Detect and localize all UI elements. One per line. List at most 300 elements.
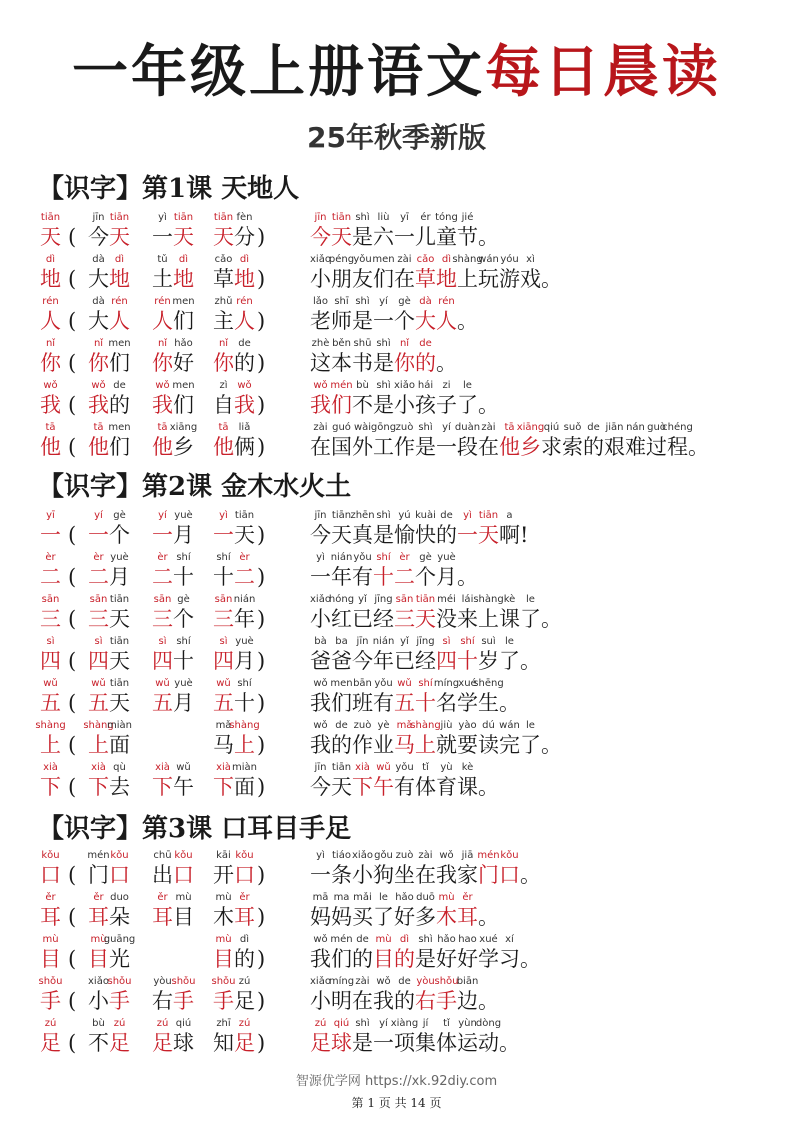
hanzi: 。	[520, 947, 541, 971]
pinyin: chū	[153, 850, 172, 861]
pinyin: tiān	[173, 212, 194, 223]
pinyin: tǐ	[443, 1018, 450, 1029]
pinyin: mǎ	[396, 720, 413, 731]
hanzi: 足	[152, 1031, 173, 1055]
pinyin: wǒ	[376, 976, 391, 987]
hanzi: 课	[499, 607, 520, 631]
hanzi: 的	[234, 947, 255, 971]
hanzi: 了	[520, 733, 541, 757]
pinyin: mù	[175, 892, 192, 903]
hanzi: 体	[415, 775, 436, 799]
hanzi: 是	[373, 393, 394, 417]
pinyin: zú	[314, 1018, 327, 1029]
pinyin: kuài	[415, 510, 436, 521]
vocab-row	[0, 422, 793, 464]
hanzi: 下	[213, 775, 234, 799]
pinyin: jīn	[314, 762, 327, 773]
hanzi: 俩	[234, 435, 255, 459]
hanzi: 我	[310, 947, 331, 971]
hanzi: 月	[234, 649, 255, 673]
hanzi: 买	[352, 905, 373, 929]
close-paren: )	[257, 1031, 266, 1055]
pinyin: dú	[482, 720, 495, 731]
hanzi: 门	[478, 863, 499, 887]
hanzi: 足	[234, 1031, 255, 1055]
hanzi: 外	[352, 435, 373, 459]
hanzi: 的	[436, 523, 457, 547]
hanzi: 二	[234, 565, 255, 589]
pinyin: shàng	[83, 720, 114, 731]
pinyin: sān	[89, 594, 108, 605]
open-paren: (	[68, 1031, 77, 1055]
hanzi: 。	[520, 649, 541, 673]
pinyin: shǒu	[434, 976, 459, 987]
pinyin: shí	[376, 552, 391, 563]
vocab-row	[0, 892, 793, 934]
footer-site: 智源优学网 https://xk.92diy.com	[295, 1074, 498, 1089]
hanzi: 门	[88, 863, 109, 887]
hanzi: 大	[88, 309, 109, 333]
hanzi: 耳	[88, 905, 109, 929]
hanzi: 个	[415, 565, 436, 589]
pinyin: tā	[504, 422, 515, 433]
hanzi: 天	[109, 691, 130, 715]
pinyin: nǐ	[157, 338, 168, 349]
hanzi: 。	[436, 351, 457, 375]
hanzi: 二	[152, 565, 173, 589]
pinyin: de	[335, 720, 348, 731]
hanzi: 我	[152, 393, 173, 417]
hanzi: 们	[331, 691, 352, 715]
hanzi: 名	[436, 691, 457, 715]
pinyin: nán	[626, 422, 645, 433]
hanzi: 是	[352, 225, 373, 249]
pinyin: shí	[237, 678, 252, 689]
hanzi: 五	[213, 691, 234, 715]
hanzi: 主	[213, 309, 234, 333]
pinyin: hao	[458, 934, 477, 945]
hanzi: 们	[173, 393, 194, 417]
open-paren: (	[68, 607, 77, 631]
main-character: 耳	[40, 905, 61, 929]
hanzi: 啊	[499, 523, 520, 547]
pinyin: de	[440, 510, 453, 521]
hanzi: 了	[373, 905, 394, 929]
pinyin: zú	[113, 1018, 126, 1029]
pinyin: tiān	[109, 594, 130, 605]
hanzi: 十	[415, 691, 436, 715]
pinyin: tā	[93, 422, 104, 433]
hanzi: 这	[310, 351, 331, 375]
hanzi: 目	[88, 947, 109, 971]
pinyin: jié	[461, 212, 474, 223]
open-paren: (	[68, 989, 77, 1013]
pinyin: de	[113, 380, 126, 391]
hanzi: 游	[499, 267, 520, 291]
hanzi: 四	[436, 649, 457, 673]
hanzi: 二	[394, 565, 415, 589]
hanzi: 草	[213, 267, 234, 291]
vocab-row	[0, 254, 793, 296]
pinyin: rén	[236, 296, 253, 307]
hanzi: 的	[234, 351, 255, 375]
pinyin: èr	[239, 552, 250, 563]
hanzi: 年	[234, 607, 255, 631]
hanzi: 午	[373, 775, 394, 799]
pinyin: ér	[420, 212, 431, 223]
hanzi: 下	[352, 775, 373, 799]
hanzi: 我	[310, 691, 331, 715]
open-paren: (	[68, 565, 77, 589]
pinyin: wǒ	[313, 720, 328, 731]
hanzi: 目	[373, 947, 394, 971]
hanzi: 育	[436, 775, 457, 799]
hanzi: 程	[667, 435, 688, 459]
hanzi: 天	[331, 775, 352, 799]
pinyin: rén	[111, 296, 128, 307]
hanzi: 一	[152, 523, 173, 547]
hanzi: 孩	[415, 393, 436, 417]
pinyin: suǒ	[563, 422, 582, 433]
hanzi: 是	[415, 947, 436, 971]
open-paren: (	[68, 225, 77, 249]
hanzi: 们	[373, 267, 394, 291]
pinyin: wǔ	[176, 762, 191, 773]
hanzi: 好	[394, 905, 415, 929]
pinyin: yǐ	[358, 594, 367, 605]
hanzi: 工	[373, 435, 394, 459]
pinyin: sān	[214, 594, 233, 605]
pinyin: èr	[157, 552, 168, 563]
pinyin: shī	[334, 296, 349, 307]
hanzi: 你	[152, 351, 173, 375]
main-character: 三	[40, 607, 61, 631]
open-paren: (	[68, 351, 77, 375]
main-character-pinyin: shǒu	[38, 976, 63, 987]
hanzi: 我	[373, 989, 394, 1013]
hanzi: 大	[88, 267, 109, 291]
open-paren: (	[68, 649, 77, 673]
hanzi: 。	[499, 691, 520, 715]
hanzi: 不	[88, 1031, 109, 1055]
hanzi: 个	[109, 523, 130, 547]
pinyin: men	[372, 254, 395, 265]
pinyin: tóng	[435, 212, 458, 223]
pinyin: kāi	[216, 850, 231, 861]
open-paren: (	[68, 435, 77, 459]
hanzi: 了	[520, 607, 541, 631]
pinyin: men	[108, 338, 131, 349]
pinyin: wǒ	[313, 934, 328, 945]
hanzi: 五	[88, 691, 109, 715]
pinyin: nián	[233, 594, 256, 605]
hanzi: 五	[152, 691, 173, 715]
pinyin: gè	[113, 510, 126, 521]
close-paren: )	[257, 649, 266, 673]
pinyin: guāng	[103, 934, 136, 945]
close-paren: )	[257, 947, 266, 971]
pinyin: yì	[463, 510, 472, 521]
hanzi: 们	[109, 435, 130, 459]
hanzi: 了	[457, 393, 478, 417]
pinyin: xiàng	[390, 1018, 419, 1029]
pinyin: suì	[481, 636, 496, 647]
main-character: 他	[40, 435, 61, 459]
pinyin: shí	[176, 636, 191, 647]
hanzi: 六	[373, 225, 394, 249]
pinyin: shēng	[473, 678, 504, 689]
hanzi: 口	[109, 863, 130, 887]
hanzi: 四	[213, 649, 234, 673]
hanzi: 地	[234, 267, 255, 291]
main-character-pinyin: zú	[44, 1018, 57, 1029]
vocab-row	[0, 1018, 793, 1060]
hanzi: 三	[88, 607, 109, 631]
pinyin: shǒu	[171, 976, 196, 987]
main-character-pinyin: sì	[46, 636, 55, 647]
pinyin: yóu	[500, 254, 519, 265]
pinyin: wǔ	[91, 678, 106, 689]
pinyin: zài	[418, 850, 433, 861]
hanzi: 学	[457, 691, 478, 715]
pinyin: sì	[219, 636, 228, 647]
hanzi: 天	[109, 225, 130, 249]
main-character: 天	[40, 225, 61, 249]
pinyin: ěr	[93, 892, 104, 903]
pinyin: wǒ	[313, 380, 328, 391]
pinyin: xiāng	[169, 422, 198, 433]
pinyin: yè	[377, 720, 390, 731]
pinyin: dòng	[475, 1018, 502, 1029]
vocab-row	[0, 934, 793, 976]
pinyin: qiú	[175, 1018, 192, 1029]
pinyin: yuè	[235, 636, 254, 647]
hanzi: 上	[234, 733, 255, 757]
hanzi: 你	[394, 351, 415, 375]
pinyin: shì	[418, 934, 433, 945]
pinyin: péng	[328, 254, 355, 265]
main-character: 上	[40, 733, 61, 757]
pinyin: men	[108, 422, 131, 433]
pinyin: mén	[477, 850, 500, 861]
pinyin: wài	[353, 422, 372, 433]
pinyin: míng	[433, 678, 460, 689]
open-paren: (	[68, 267, 77, 291]
hanzi: 是	[373, 351, 394, 375]
hanzi: 足	[109, 1031, 130, 1055]
hanzi: 。	[541, 267, 562, 291]
pinyin: rén	[438, 296, 455, 307]
hanzi: 上	[478, 607, 499, 631]
hanzi: 十	[373, 565, 394, 589]
hanzi: 完	[499, 733, 520, 757]
open-paren: (	[68, 691, 77, 715]
main-character: 手	[40, 989, 61, 1013]
close-paren: )	[257, 733, 266, 757]
pinyin: sì	[94, 636, 103, 647]
hanzi: 岁	[478, 649, 499, 673]
pinyin: mā	[312, 892, 329, 903]
hanzi: 的	[583, 435, 604, 459]
pinyin: le	[526, 720, 535, 731]
pinyin: shǒu	[211, 976, 236, 987]
pinyin: xí	[505, 934, 514, 945]
close-paren: )	[257, 565, 266, 589]
pinyin: yǐ	[400, 636, 409, 647]
hanzi: 下	[88, 775, 109, 799]
hanzi: 他	[499, 435, 520, 459]
hanzi: 我	[88, 393, 109, 417]
main-character-pinyin: tiān	[40, 212, 61, 223]
hanzi: 集	[415, 1031, 436, 1055]
pinyin: xì	[526, 254, 535, 265]
pinyin: cǎo	[214, 254, 233, 265]
close-paren: )	[257, 351, 266, 375]
pinyin: jīng	[374, 594, 393, 605]
hanzi: 爸	[310, 649, 331, 673]
hanzi: 个	[173, 607, 194, 631]
pinyin: tiān	[109, 636, 130, 647]
vocab-row	[0, 762, 793, 804]
vocab-row	[0, 338, 793, 380]
hanzi: 好	[436, 947, 457, 971]
close-paren: )	[257, 267, 266, 291]
hanzi: 一	[213, 523, 234, 547]
vocab-row	[0, 510, 793, 552]
hanzi: 你	[213, 351, 234, 375]
hanzi: 边	[457, 989, 478, 1013]
pinyin: kǒu	[500, 850, 519, 861]
hanzi: 段	[457, 435, 478, 459]
hanzi: 今	[310, 523, 331, 547]
hanzi: 面	[109, 733, 130, 757]
vocab-row	[0, 678, 793, 720]
hanzi: 戏	[520, 267, 541, 291]
pinyin: xiǎo	[394, 380, 415, 391]
hanzi: 经	[415, 649, 436, 673]
hanzi: 天	[109, 607, 130, 631]
pinyin: hóng	[328, 594, 355, 605]
pinyin: miàn	[232, 762, 257, 773]
pinyin: liǎ	[238, 422, 251, 433]
hanzi: 。	[478, 225, 499, 249]
pinyin: wǒ	[313, 678, 328, 689]
hanzi: 动	[478, 1031, 499, 1055]
pinyin: yí	[442, 422, 451, 433]
pinyin: tiān	[478, 510, 499, 521]
pinyin: shì	[418, 422, 433, 433]
hanzi: 去	[109, 775, 130, 799]
hanzi: 二	[88, 565, 109, 589]
pinyin: de	[398, 976, 411, 987]
open-paren: (	[68, 905, 77, 929]
pinyin: shì	[376, 380, 391, 391]
hanzi: 小	[88, 989, 109, 1013]
hanzi: 。	[457, 309, 478, 333]
hanzi: 读	[478, 733, 499, 757]
vocab-row	[0, 720, 793, 762]
hanzi: 月	[173, 523, 194, 547]
hanzi: 人	[109, 309, 130, 333]
hanzi: 分	[234, 225, 255, 249]
hanzi: 有	[394, 775, 415, 799]
pinyin: gè	[419, 552, 432, 563]
pinyin: xiǎo	[88, 976, 109, 987]
pinyin: tiān	[331, 212, 352, 223]
pinyin: biān	[456, 976, 479, 987]
hanzi: 。	[541, 607, 562, 631]
hanzi: 爸	[331, 649, 352, 673]
hanzi: 不	[352, 393, 373, 417]
pinyin: fèn	[236, 212, 253, 223]
hanzi: 习	[499, 947, 520, 971]
vocab-row	[0, 212, 793, 254]
hanzi: 多	[415, 905, 436, 929]
pinyin: yuè	[437, 552, 456, 563]
hanzi: 手	[173, 989, 194, 1013]
hanzi: 一	[152, 225, 173, 249]
pinyin: zhè	[311, 338, 330, 349]
pinyin: de	[356, 934, 369, 945]
pinyin: yǒu	[353, 254, 372, 265]
hanzi: 在	[352, 989, 373, 1013]
hanzi: 体	[436, 1031, 457, 1055]
pinyin: shì	[376, 338, 391, 349]
pinyin: miàn	[107, 720, 132, 731]
pinyin: zài	[397, 254, 412, 265]
hanzi: 了	[499, 649, 520, 673]
pinyin: chéng	[662, 422, 693, 433]
hanzi: 球	[173, 1031, 194, 1055]
pinyin: jí	[422, 1018, 429, 1029]
pinyin: ěr	[239, 892, 250, 903]
hanzi: 我	[234, 393, 255, 417]
hanzi: 在	[394, 267, 415, 291]
hanzi: 明	[331, 989, 352, 1013]
hanzi: 国	[331, 435, 352, 459]
pinyin: yòu	[416, 976, 435, 987]
hanzi: 的	[109, 393, 130, 417]
pinyin: ba	[335, 636, 348, 647]
hanzi: 天	[415, 607, 436, 631]
pinyin: yǒu	[353, 552, 372, 563]
hanzi: 耳	[457, 905, 478, 929]
pinyin: tiān	[109, 678, 130, 689]
main-character: 足	[40, 1031, 61, 1055]
pinyin: nǐ	[399, 338, 410, 349]
pinyin: mén	[330, 934, 353, 945]
hanzi: 足	[310, 1031, 331, 1055]
hanzi: 年	[373, 649, 394, 673]
pinyin: yǒu	[374, 678, 393, 689]
pinyin: shì	[355, 296, 370, 307]
hanzi: 小	[394, 393, 415, 417]
pinyin: tiān	[234, 510, 255, 521]
open-paren: (	[68, 947, 77, 971]
pinyin: wǒ	[155, 380, 170, 391]
hanzi: 好	[173, 351, 194, 375]
pinyin: tiān	[109, 212, 130, 223]
pinyin: tiān	[331, 762, 352, 773]
hanzi: 他	[88, 435, 109, 459]
hanzi: 儿	[415, 225, 436, 249]
pinyin: wǔ	[397, 678, 412, 689]
pinyin: liù	[377, 212, 390, 223]
main-character-pinyin: mù	[42, 934, 59, 945]
pinyin: yù	[440, 762, 453, 773]
pinyin: nǐ	[218, 338, 229, 349]
pinyin: zài	[355, 976, 370, 987]
